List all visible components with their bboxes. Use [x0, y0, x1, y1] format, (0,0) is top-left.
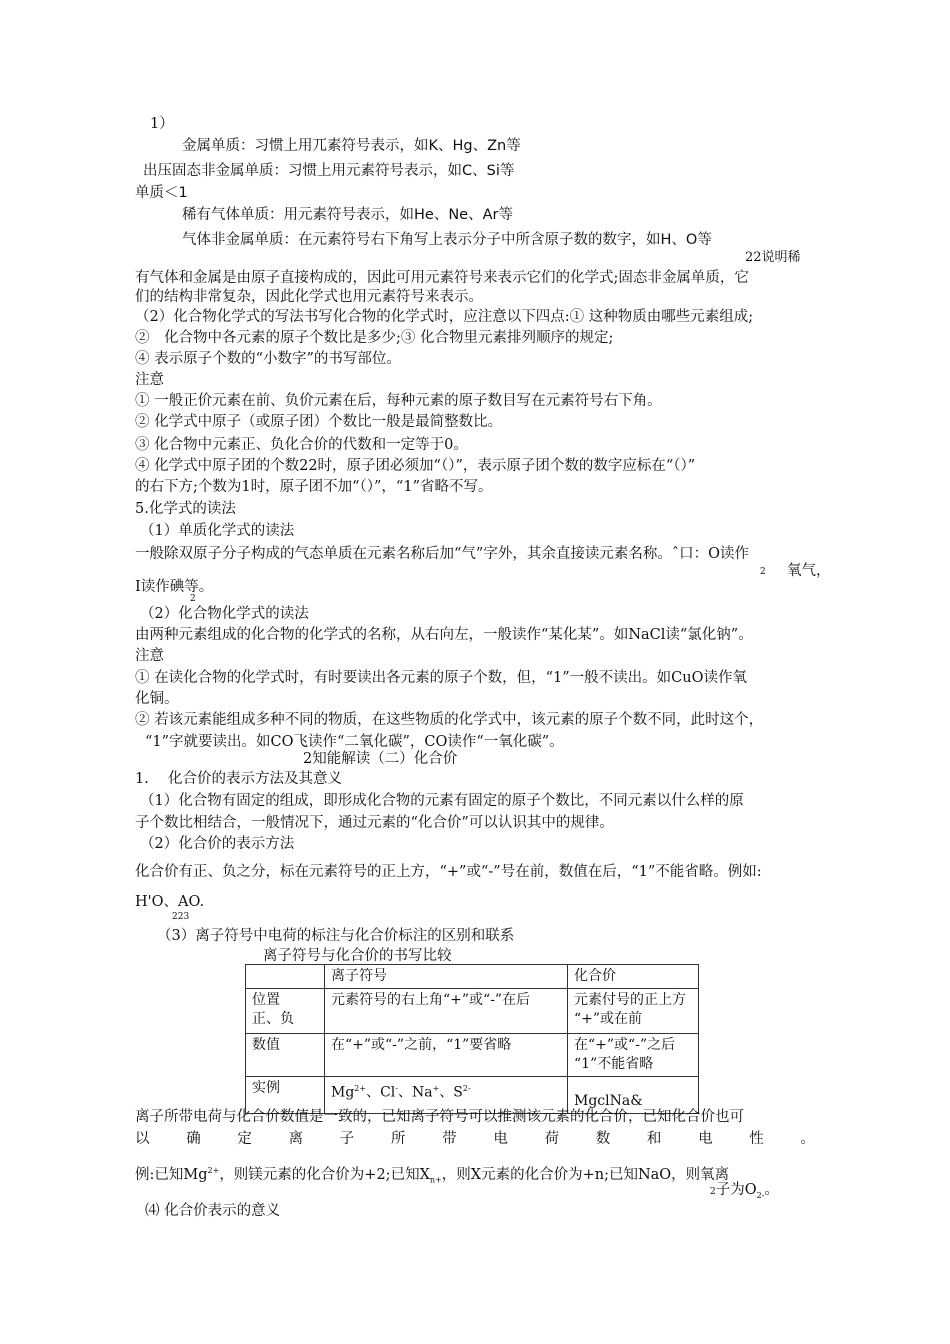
note-item: ② 化学式中原子（或原子团）个数比一般是最简整数比。 — [135, 414, 503, 430]
item-number: 1） — [150, 116, 174, 132]
valence-cell: 在“+”或“-”之后 “1”不能省略 — [568, 1034, 699, 1077]
row-label: 实例 — [246, 1077, 325, 1114]
spread-char: 电 — [698, 1131, 713, 1147]
example-text: 例:已知Mg — [135, 1166, 208, 1183]
note-item: ① 一般正价元素在前、负价元素在后，每种元素的原子数目写在元素符号右下角。 — [135, 393, 662, 409]
ion-text: Mg — [331, 1084, 355, 1101]
example-text: 。 — [764, 1182, 779, 1198]
note-fragment: 22说明稀 — [745, 250, 801, 265]
table-header-cell — [246, 965, 325, 989]
paragraph-line: 由两种元素组成的化合物的化学式的名称，从右向左，一般读作“某化某”。如NaCl读“氯化钠”。 — [135, 627, 753, 643]
subsection-heading: （3）离子符号中电荷的标注与化合价标注的区别和联系 — [157, 928, 515, 944]
noble-gas-line: 稀有气体单质：用元素符号表示，如He、Ne、Ar等 — [182, 207, 513, 223]
example-text: ，则镁元素的化合价为+2;已知X — [219, 1166, 430, 1183]
spread-char: 和 — [646, 1131, 662, 1147]
paragraph-line: 化合价有正、负之分，标在元素符号的正上方，“+”或“-”号在前，数值在后，“1”不能省略。例如: — [135, 864, 762, 880]
ion-cell: 元素符号的右上角“+”或“-”在后 — [325, 989, 568, 1034]
note-heading: 注意 — [135, 372, 164, 388]
paragraph-line: 子个数比相结合，一般情况下，通过元素的“化合价”可以认识其中的规律。 — [135, 815, 614, 831]
ion-charge: 2- — [756, 1190, 765, 1200]
ion-text: 、Cl — [366, 1084, 396, 1101]
spread-char: 确 — [186, 1131, 201, 1147]
example-text: ，则X元素的化合价为+n;已知NaO，则氧离 — [441, 1166, 730, 1183]
paragraph-line: ④ 表示原子个数的“小数字”的书写部位。 — [135, 351, 401, 367]
note-item-continued: 化铜。 — [135, 691, 179, 707]
note-item: ① 在读化合物的化学式时，有时要读出各元素的原子个数，但，“1”一般不读出。如CuO读作氧 — [135, 670, 747, 686]
note-item-continued: “1”字就要读出。如CO飞读作“二氧化碳”，CO读作“一氧化碳”。 — [145, 734, 564, 750]
ion-charge: n+ — [429, 1175, 442, 1185]
spread-char: 数 — [595, 1131, 611, 1147]
valence-cell: 元素付号的正上方 “+”或在前 — [568, 989, 699, 1034]
paragraph-line: 离子所带电荷与化合价数值是一致的，已知离子符号可以推测该元素的化合价，已知化合价也可 — [135, 1109, 744, 1125]
ion-charge: 2+ — [354, 1084, 367, 1093]
subsection-heading: ⑷ 化合价表示的意义 — [145, 1203, 281, 1219]
note-heading: 注意 — [135, 648, 164, 664]
note-item: ③ 化合物中元素正、负化合价的代数和一定等于0。 — [135, 437, 468, 453]
ion-charge: 2+ — [207, 1166, 220, 1175]
ion-text: 、Na — [398, 1084, 433, 1101]
ion-charge: + — [432, 1084, 440, 1093]
example-text: 子为O — [715, 1182, 757, 1198]
example-line — [135, 1162, 729, 1190]
ion-charge: 2- — [462, 1084, 471, 1093]
subsection-heading: （2）化合价的表示方法 — [140, 836, 295, 852]
note-item-continued: 的右下方;个数为1时，原子团不加“（）”，“1”省略不写。 — [135, 479, 493, 495]
section-heading: 1. 化合价的表示方法及其意义 — [135, 771, 342, 787]
spread-char: 性 — [749, 1131, 764, 1147]
gas-nonmetal-line: 气体非金属单质：在元素符号右下角写上表示分子中所含原子数的数字，如H、O等 — [182, 232, 712, 248]
table-header-cell: 化合价 — [568, 965, 699, 989]
table-row — [246, 1034, 699, 1077]
note-item: ④ 化学式中原子团的个数22时，原子团必须加“（）”，表示原子团个数的数字应标在“（）” — [135, 458, 696, 474]
note-item: ② 若该元素能组成多种不同的物质，在这些物质的化学式中，该元素的原子个数不同，此时这个， — [135, 712, 764, 728]
spread-char: 定 — [237, 1131, 252, 1147]
paragraph-line: 有气体和金属是由原子直接构成的，因此可用元素符号来表示它们的化学式;固态非金属单质，它 — [135, 270, 749, 286]
section-heading: 5.化学式的读法 — [135, 501, 236, 517]
paragraph-line: （2）化合物化学式的写法书写化合物的化学式时，应注意以下四点:① 这种物质由哪些元素组成; — [135, 309, 754, 325]
paragraph-line: 们的结构非常复杂，因此化学式也用元素符号来表示。 — [135, 289, 483, 305]
subscript-fragment: 2 — [760, 567, 766, 577]
spread-char: 荷 — [544, 1131, 559, 1147]
metal-element-line: 金属单质：习惯上用兀素符号表示，如K、Hg、Zn等 — [182, 138, 521, 154]
paragraph-line: I读作碘等。 — [135, 579, 214, 595]
valence-cell: MgclNa& — [568, 1077, 699, 1114]
row-label: 位置 正、负 — [246, 989, 325, 1034]
paragraph-fragment: 氧气， — [787, 563, 831, 579]
table-header-cell: 离子符号 — [325, 965, 568, 989]
paragraph-line: 一般除双原子分子构成的气态单质在元素名称后加“气”字外，其余直接读元素名称。ˆ口：O读作 — [135, 546, 749, 562]
spread-char: 离 — [288, 1131, 304, 1147]
ion-charge: - — [395, 1084, 398, 1093]
spread-char: 带 — [442, 1131, 457, 1147]
table-caption: 离子符号与化合价的书写比较 — [263, 948, 452, 964]
spread-char: 。 — [800, 1131, 815, 1147]
ion-cell: 在“+”或“-”之前，“1”要省略 — [325, 1034, 568, 1077]
solid-nonmetal-line: 出压固态非金属单质：习惯上用元素符号表示，如C、Si等 — [143, 163, 515, 179]
subsection-heading: （2）化合物化学式的读法 — [140, 606, 309, 622]
spread-char: 电 — [493, 1131, 508, 1147]
example-line-continued — [710, 1181, 779, 1205]
paragraph-line: ② 化合物中各元素的原子个数比是多少;③ 化合物里元素排列顺序的规定; — [135, 330, 614, 346]
subscript-fragment: 2 — [710, 1187, 716, 1197]
paragraph-line: （1）化合物有固定的组成，即形成化合物的元素有固定的原子个数比，不同元素以什么样的原 — [140, 793, 744, 809]
spread-char: 子 — [339, 1131, 355, 1147]
comparison-table — [245, 964, 699, 1114]
subscript-fragment: 2 — [190, 594, 196, 604]
table-header-row — [246, 965, 699, 989]
justified-line — [135, 1130, 815, 1148]
subscript-fragment: 223 — [172, 912, 190, 922]
row-label: 数值 — [246, 1034, 325, 1077]
ion-text: 、S — [439, 1084, 463, 1101]
spread-char: 以 — [135, 1131, 150, 1147]
spread-char: 所 — [390, 1131, 406, 1147]
formula-example: H'O、AO. — [135, 894, 205, 910]
section-heading: 2知能解读（二）化合价 — [303, 751, 458, 767]
table-row — [246, 989, 699, 1034]
subsection-heading: （1）单质化学式的读法 — [140, 523, 295, 539]
simple-substance-label: 单质＜1 — [135, 185, 188, 201]
